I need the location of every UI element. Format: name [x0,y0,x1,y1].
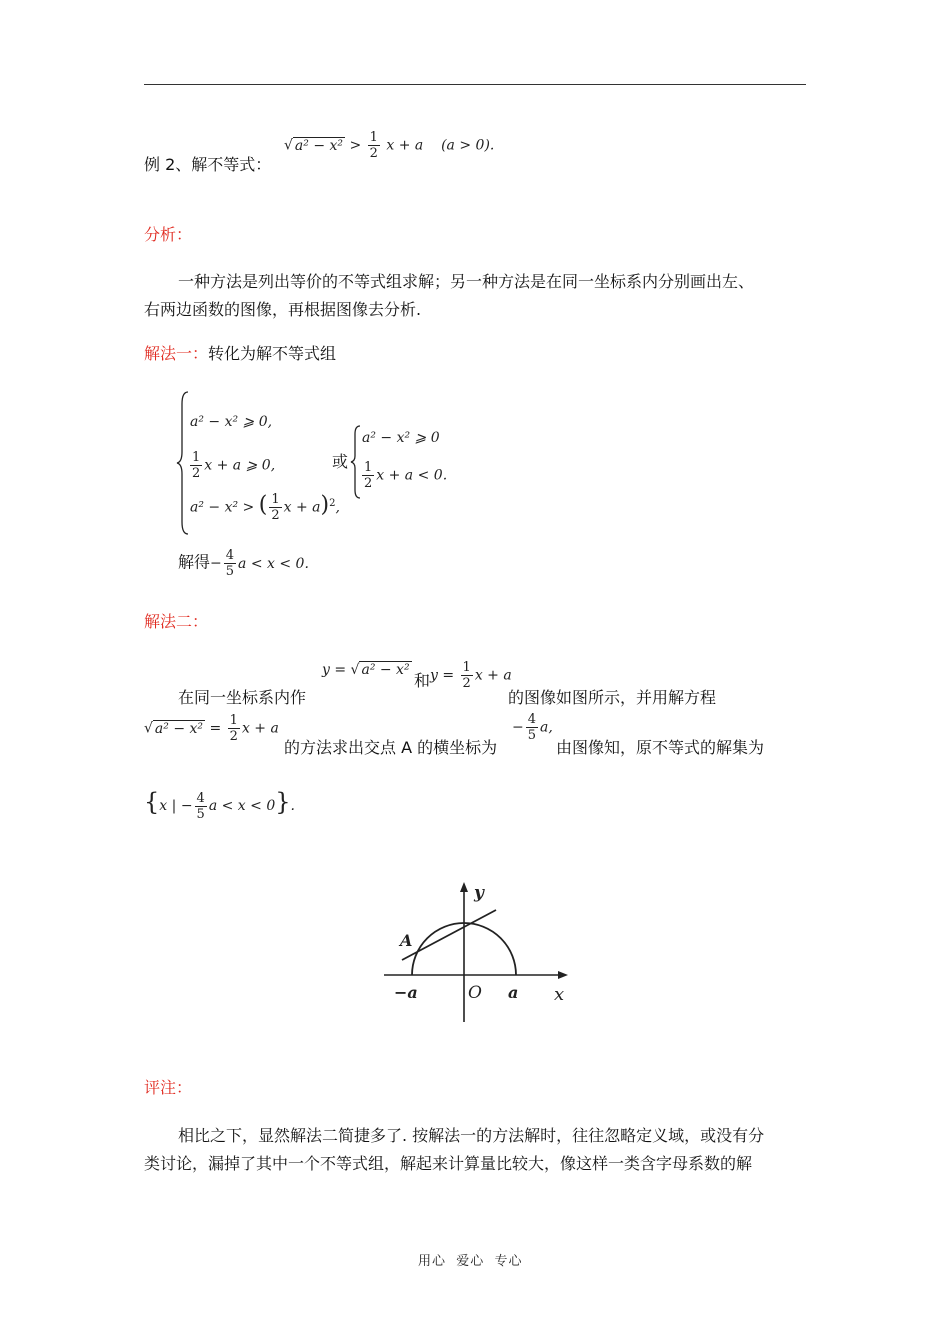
method2-function-1: y = √ a² − x² [322,662,410,678]
line-y-half-x-plus-a [402,910,496,960]
x-axis-arrow [558,971,568,979]
analysis-line-2: 右两边函数的图像，再根据图像去分析. [144,300,422,319]
graph-figure [376,878,576,1026]
y-axis-arrow [460,882,468,892]
label-O: O [468,983,482,1003]
method2-line-2-suffix: 由图像知，原不等式的解集为 [556,738,765,757]
method1-result: 解得− $\frac{4}{5}$ a < x < 0. [178,548,309,579]
analysis-heading: 分析： [144,225,193,244]
method2-heading: 解法二： [144,612,209,631]
method2-line-1-prefix: 在同一坐标系内作 [178,688,307,707]
method2-root: − $\frac{4}{5}$ a, [512,712,553,743]
method2-line-1-suffix: 的图像如图所示，并用解方程 [508,688,717,707]
system1-line-1: a² − x² ⩾ 0, [190,414,273,430]
label-A: A [400,931,413,950]
comment-line-2: 类讨论，漏掉了其中一个不等式组，解起来计算量比较大，像这样一类含字母系数的解 [144,1154,753,1173]
comment-line-1: 相比之下，显然解法二简捷多了. 按解法一的方法解时，往往忽略定义域，或没有分 [178,1126,765,1145]
analysis-line-1: 一种方法是列出等价的不等式组求解；另一种方法是在同一坐标系内分别画出左、 [178,272,755,291]
method2-solution-set: {x | − $\frac{4}{5}$ a < x < 0}. [144,788,295,822]
system2-line-2: $\frac{1}{2}$ x + a < 0. [364,460,448,491]
header-rule [144,84,806,85]
method2-function-2: y = $\frac{1}{2}$ x + a [430,660,512,691]
system1-line-2: $\frac{1}{2}$ x + a ⩾ 0, [192,450,276,481]
page-footer: 用心 爱心 专心 [418,1254,523,1269]
system2-line-1: a² − x² ⩾ 0 [362,430,440,446]
label-x: x [554,984,565,1005]
system1-line-3: a² − x² > ( $\frac{1}{2}$ x + a)$^2$, [190,492,340,523]
method2-line-2-text: 的方法求出交点 A 的横坐标为 [284,738,498,757]
or-label: 或 [332,452,349,471]
label-neg-a: −a [394,983,418,1002]
label-y: y [474,883,484,903]
example-label: 例 2、解不等式： [144,155,272,174]
label-a: a [508,983,519,1002]
method1-title: 转化为解不等式组 [208,344,337,363]
method2-equation: √ a² − x² = $\frac{1}{2}$ x + a [144,713,279,744]
comment-heading: 评注： [144,1078,193,1097]
method2-and: 和 [414,671,431,690]
method1-heading-line [144,343,336,365]
example-formula: √ a² − x² > $\frac{1}{2}$ x + a (a > 0). [284,130,495,161]
method1-heading: 解法一： [144,344,209,363]
